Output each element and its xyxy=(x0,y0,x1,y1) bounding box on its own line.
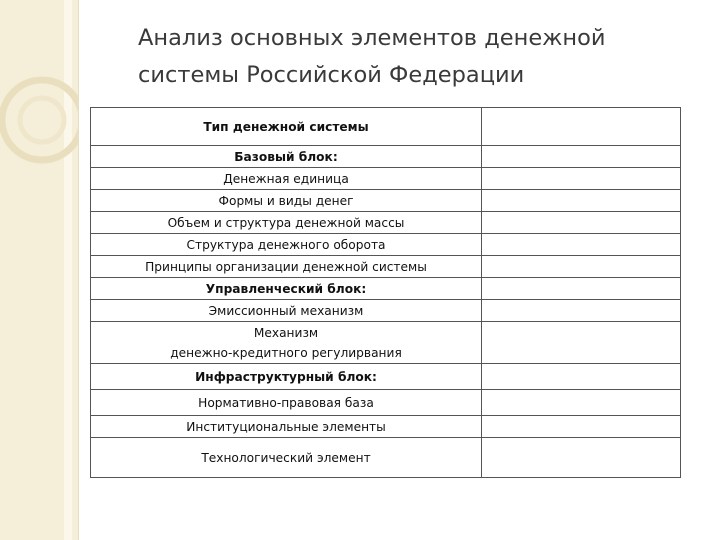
table-header-cell: Тип денежной системы xyxy=(91,108,482,146)
decorative-rings xyxy=(0,0,78,540)
table-row xyxy=(91,234,681,256)
decorative-ring-inner xyxy=(20,98,64,142)
table-empty-cell xyxy=(482,416,681,438)
table-cell-infrastructure-block: Инфраструктурный блок: xyxy=(91,364,482,390)
table-row xyxy=(91,322,681,364)
table-row xyxy=(91,146,681,168)
table-empty-cell xyxy=(482,300,681,322)
table-cell-line-2: денежно-кредитного регулирвания xyxy=(170,345,402,360)
table-cell: Денежная единица xyxy=(91,168,482,190)
table-row xyxy=(91,390,681,416)
table-cell: Структура денежного оборота xyxy=(91,234,482,256)
table-empty-cell xyxy=(482,146,681,168)
table-row xyxy=(91,278,681,300)
table-row xyxy=(91,168,681,190)
side-divider xyxy=(78,0,79,540)
table-row xyxy=(91,416,681,438)
table-cell-management-block: Управленческий блок: xyxy=(91,278,482,300)
table-empty-cell xyxy=(482,438,681,478)
table-row xyxy=(91,190,681,212)
table-cell-line-1: Механизм xyxy=(253,325,319,340)
table-cell-base-block: Базовый блок: xyxy=(91,146,482,168)
table-cell: Технологический элемент xyxy=(91,438,482,478)
table-empty-cell xyxy=(482,390,681,416)
table-row xyxy=(91,300,681,322)
table-cell: Эмиссионный механизм xyxy=(91,300,482,322)
table-empty-cell xyxy=(482,212,681,234)
table-empty-cell xyxy=(482,364,681,390)
slide-title-line-2: системы Российской Федерации xyxy=(138,62,525,88)
table-empty-cell xyxy=(482,168,681,190)
money-system-elements-table xyxy=(90,107,681,478)
table-cell: Объем и структура денежной массы xyxy=(91,212,482,234)
table-row xyxy=(91,364,681,390)
table-header-row xyxy=(91,108,681,146)
table-empty-cell xyxy=(482,190,681,212)
decorative-ring-outer xyxy=(2,80,78,160)
table-cell: Принципы организации денежной системы xyxy=(91,256,482,278)
slide-title xyxy=(138,20,678,94)
table-cell: Формы и виды денег xyxy=(91,190,482,212)
table-row xyxy=(91,256,681,278)
table-cell: Институциональные элементы xyxy=(91,416,482,438)
table-empty-cell xyxy=(482,108,681,146)
table-empty-cell xyxy=(482,278,681,300)
decorative-side-strip xyxy=(0,0,78,540)
table-cell-two-line xyxy=(91,322,482,364)
table-empty-cell xyxy=(482,234,681,256)
table-empty-cell xyxy=(482,322,681,364)
table-row xyxy=(91,438,681,478)
slide-title-line-1: Анализ основных элементов денежной xyxy=(138,25,606,51)
table-empty-cell xyxy=(482,256,681,278)
table-cell: Нормативно-правовая база xyxy=(91,390,482,416)
table-row xyxy=(91,212,681,234)
